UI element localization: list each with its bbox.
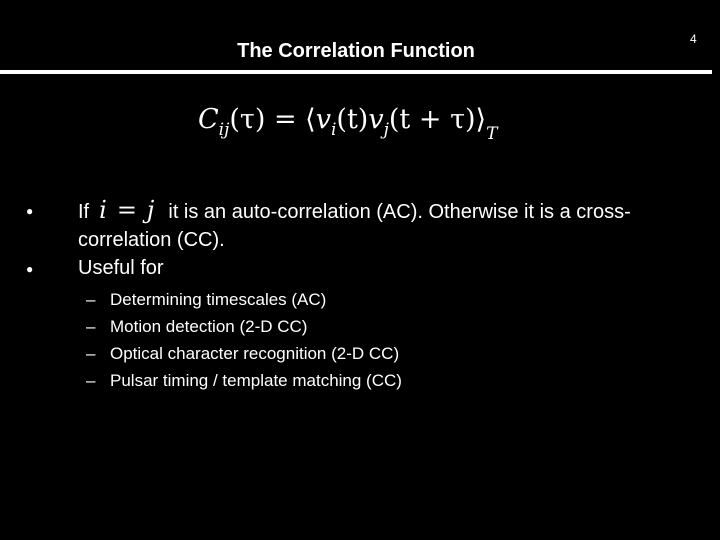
equation-average-subscript: T (486, 124, 498, 144)
sub-bullet-item (86, 286, 402, 313)
dash-marker: – (86, 317, 96, 336)
slide-number: 4 (690, 32, 697, 46)
dash-marker: – (86, 371, 96, 390)
math-j: j (146, 196, 155, 224)
sub-bullet-text: Motion detection (2-D CC) (110, 317, 308, 336)
sub-bullet-item (86, 313, 402, 340)
dash-marker: – (86, 344, 96, 363)
sub-bullet-item (86, 340, 402, 367)
equation-v1-subscript: i (330, 120, 337, 140)
title-divider (0, 70, 712, 74)
dash-marker: – (86, 290, 96, 309)
bullet-prefix: If (78, 201, 90, 223)
sub-bullet-item (86, 367, 402, 394)
equation-v1-argument: (t) (336, 104, 369, 135)
bullet-text-definition: it is an auto-correlation (AC). Otherwise it is a cross-correlation (CC). (78, 201, 631, 251)
equation-lhs-symbol: C (198, 104, 219, 135)
sub-bullet-list (86, 286, 402, 394)
math-equals: = (116, 196, 137, 224)
equation-v1: v (315, 104, 331, 135)
bullet-marker: ● (26, 204, 34, 218)
bullet-marker: ● (26, 262, 34, 276)
equation-v2-argument: (t + τ)⟩ (388, 104, 487, 135)
sub-bullet-text: Optical character recognition (2-D CC) (110, 344, 400, 363)
equation-v2-subscript: j (383, 120, 389, 140)
sub-bullet-text: Pulsar timing / template matching (CC) (110, 371, 402, 390)
equation-lhs-argument: (τ) = ⟨ (229, 104, 316, 135)
bullet-item-definition (26, 196, 706, 254)
slide-title: The Correlation Function (237, 40, 475, 62)
equation-lhs-subscript: ij (218, 120, 230, 140)
equation-v2: v (368, 104, 384, 135)
bullet-item-useful-for (26, 254, 706, 282)
sub-bullet-text: Determining timescales (AC) (110, 290, 327, 309)
correlation-equation (198, 104, 528, 148)
math-i: i (99, 196, 107, 224)
bullet-text-useful-for: Useful for (78, 257, 164, 279)
bullet-list (26, 196, 706, 282)
inline-math-i-equals-j (89, 196, 168, 224)
